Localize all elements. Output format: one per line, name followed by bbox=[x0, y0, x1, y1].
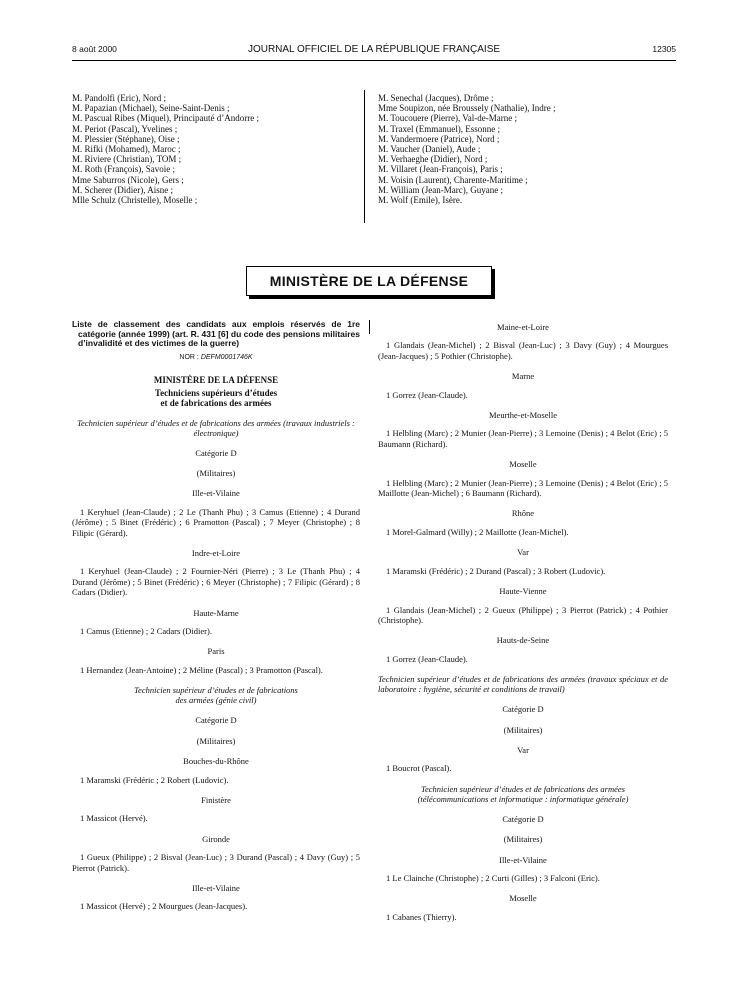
list-item: M. Scherer (Didier), Aisne ; bbox=[72, 184, 173, 195]
ranking-text: 1 Morel-Galmard (Willy) ; 2 Maillotte (Jean-Michel). bbox=[386, 526, 569, 537]
category-label: Catégorie D bbox=[502, 704, 544, 715]
issue-date: 8 août 2000 bbox=[72, 44, 117, 54]
list-item: Mlle Schulz (Christelle), Moselle ; bbox=[72, 195, 198, 206]
ranking-text: 1 Keryhuel (Jean-Claude) ; 2 Le (Thanh Phu) ; 3 Camus (Etienne) ; 4 Durand (Jérôme) ; 5 Binet (Frédéric) ; 6 Pramotton (Pascal) ; 7 Meyer (Christophe) ; 8 Filipic (Gérard). bbox=[72, 506, 360, 538]
region-heading: Paris bbox=[207, 646, 225, 657]
region-heading: Haute-Marne bbox=[193, 607, 239, 618]
region-heading: Marne bbox=[511, 371, 535, 382]
region-heading: Hauts-de-Seine bbox=[496, 635, 550, 646]
list-item: M. Vandermoere (Patrice), Nord ; bbox=[378, 133, 500, 144]
list-item: M. Rifki (Mohamed), Maroc ; bbox=[72, 144, 181, 155]
category-label: Catégorie D bbox=[502, 813, 544, 824]
ranking-text: 1 Massicot (Hervé). bbox=[80, 813, 148, 824]
ranking-text: 1 Gueux (Philippe) ; 2 Bisval (Jean-Luc) ; 3 Durand (Pascal) ; 4 Davy (Guy) ; 5 Pierrot (Patrick). bbox=[72, 852, 360, 873]
group-label: (Militaires) bbox=[503, 834, 543, 845]
region-heading: Moselle bbox=[509, 459, 537, 470]
ranking-text: 1 Cabanes (Thierry). bbox=[386, 911, 457, 922]
region-heading: Moselle bbox=[509, 893, 537, 904]
ranking-text: 1 Hernandez (Jean-Antoine) ; 2 Méline (Pascal) ; 3 Pramotton (Pascal). bbox=[80, 664, 323, 675]
list-title: Liste de classement des candidats aux emplois réservés de 1re catégorie (année 1999) (art. R. 431 [6] du code des pensions militaires d’invalidité et des victimes de la guerre) bbox=[72, 319, 360, 349]
ranking-text: 1 Maramski (Frédéric) ; 2 Durand (Pascal) ; 3 Robert (Ludovic). bbox=[386, 565, 606, 576]
job-title: Technicien supérieur d’études et de fabrications des armées (travaux industriels : électronique) bbox=[77, 417, 355, 438]
list-item: M. Periot (Pascal), Yvelines ; bbox=[72, 123, 178, 134]
nor-reference: NOR : DEFM0001746K bbox=[179, 353, 253, 361]
ministry-heading: MINISTÈRE DE LA DÉFENSE bbox=[246, 266, 492, 296]
region-heading: Var bbox=[517, 547, 529, 558]
list-item: M. Roth (François), Savoie ; bbox=[72, 164, 176, 175]
list-item: M. Vaucher (Daniel), Aude ; bbox=[378, 144, 481, 155]
job-title: Technicien supérieur d’études et de fabrications des armées (télécommunications et informatique : informatique générale) bbox=[417, 783, 629, 804]
section-title: Techniciens supérieurs d’études et de fabrications des armées bbox=[154, 387, 278, 408]
region-heading: Maine-et-Loire bbox=[497, 322, 549, 332]
region-heading: Finistère bbox=[201, 794, 231, 805]
ranking-text: 1 Maramski (Frédéric ; 2 Robert (Ludovic). bbox=[80, 774, 229, 785]
header-rule bbox=[72, 60, 676, 61]
list-item: M. Traxel (Emmanuel), Essonne ; bbox=[378, 123, 501, 134]
ranking-text: 1 Massicot (Hervé) ; 2 Mourgues (Jean-Jacques). bbox=[80, 901, 248, 912]
region-heading: Gironde bbox=[202, 833, 230, 844]
list-item: M. Pascual Ribes (Miquel), Principauté d’Andorre ; bbox=[72, 113, 259, 124]
journal-title: JOURNAL OFFICIEL DE LA RÉPUBLIQUE FRANÇAISE bbox=[247, 44, 501, 55]
job-title: Technicien supérieur d’études et de fabrications des armées (travaux spéciaux et de laboratoire : hygiène, sécurité et conditions de travail) bbox=[378, 674, 668, 695]
list-item: M. Voisin (Laurent), Charente-Maritime ; bbox=[378, 174, 528, 185]
region-heading: Var bbox=[517, 744, 529, 755]
region-heading: Haute-Vienne bbox=[499, 586, 547, 597]
region-heading: Bouches-du-Rhône bbox=[183, 756, 249, 767]
region-heading: Rhône bbox=[511, 508, 535, 519]
ranking-text: 1 Keryhuel (Jean-Claude) ; 2 Fournier-Néri (Pierre) ; 3 Le (Thanh Phu) ; 4 Durand (Jérôme) ; 5 Binet (Frédéric) ; 6 Meyer (Christophe) ; 7 Filipic (Gérard) ; 8 Cadars (Didier). bbox=[72, 566, 360, 598]
list-item: M. Wolf (Emile), Isère. bbox=[378, 195, 463, 206]
names-list-left bbox=[72, 93, 352, 205]
category-label: Catégorie D bbox=[195, 447, 237, 458]
list-item: M. William (Jean-Marc), Guyane ; bbox=[378, 184, 503, 195]
region-heading: Ille-et-Vilaine bbox=[192, 882, 240, 893]
list-item: M. Toucouere (Pierre), Val-de-Marne ; bbox=[378, 113, 518, 124]
list-item: M. Verhaeghe (Didier), Nord ; bbox=[378, 154, 488, 165]
ranking-text: 1 Gorrez (Jean-Claude). bbox=[386, 389, 468, 400]
list-item: M. Riviere (Christian), TOM ; bbox=[72, 154, 182, 165]
ministry-subheading: MINISTÈRE DE LA DÉFENSE bbox=[153, 375, 279, 386]
ranking-text: 1 Glandais (Jean-Michel) ; 2 Gueux (Philippe) ; 3 Pierrot (Patrick) ; 4 Pothier (Christophe). bbox=[378, 604, 668, 625]
group-label: (Militaires) bbox=[196, 735, 236, 746]
ranking-text: 1 Le Clainche (Christophe) ; 2 Curti (Gilles) ; 3 Falconi (Eric). bbox=[386, 872, 600, 883]
column-divider bbox=[369, 320, 370, 334]
job-title: Technicien supérieur d’études et de fabrications des armées (génie civil) bbox=[134, 685, 298, 706]
category-label: Catégorie D bbox=[195, 715, 237, 726]
region-heading: Indre-et-Loire bbox=[191, 548, 241, 559]
ranking-text: 1 Camus (Etienne) ; 2 Cadars (Didier). bbox=[80, 626, 212, 637]
group-label: (Militaires) bbox=[503, 724, 543, 735]
ranking-text: 1 Boucrot (Pascal). bbox=[386, 763, 452, 774]
names-list-right bbox=[378, 93, 678, 205]
page-number: 12305 bbox=[652, 44, 676, 54]
list-item: Mme Soupizon, née Broussely (Nathalie), Indre ; bbox=[378, 103, 556, 114]
ranking-text: 1 Gorrez (Jean-Claude). bbox=[386, 653, 468, 664]
body-left-column bbox=[72, 320, 360, 912]
list-item: M. Villaret (Jean-François), Paris ; bbox=[378, 164, 503, 175]
list-item: M. Pandolfi (Eric), Nord ; bbox=[72, 93, 166, 103]
group-label: (Militaires) bbox=[196, 468, 236, 478]
list-item: Mme Saburros (Nicole), Gers ; bbox=[72, 174, 184, 185]
ranking-text: 1 Helbling (Marc) ; 2 Munier (Jean-Pierre) ; 3 Lemoine (Denis) ; 4 Belot (Eric) ; 5 Maillotte (Jean-Michel) ; 6 Baumann (Richard). bbox=[378, 477, 668, 499]
list-item: M. Senechal (Jacques), Drôme ; bbox=[378, 93, 494, 103]
ranking-text: 1 Helbling (Marc) ; 2 Munier (Jean-Pierre) ; 3 Lemoine (Denis) ; 4 Belot (Eric) ; 5 Baumann (Richard). bbox=[378, 428, 668, 449]
column-divider bbox=[364, 90, 365, 223]
list-item: M. Papazian (Michael), Seine-Saint-Denis ; bbox=[72, 103, 230, 114]
body-right-column bbox=[378, 320, 668, 922]
region-heading: Meurthe-et-Moselle bbox=[489, 410, 557, 421]
ranking-text: 1 Glandais (Jean-Michel) ; 2 Bisval (Jean-Luc) ; 3 Davy (Guy) ; 4 Mourgues (Jean-Jacques) ; 5 Pothier (Christophe). bbox=[378, 340, 668, 361]
region-heading: Ille-et-Vilaine bbox=[192, 488, 240, 499]
list-item: M. Plessier (Stéphane), Oise ; bbox=[72, 133, 180, 144]
region-heading: Ille-et-Vilaine bbox=[499, 854, 547, 865]
